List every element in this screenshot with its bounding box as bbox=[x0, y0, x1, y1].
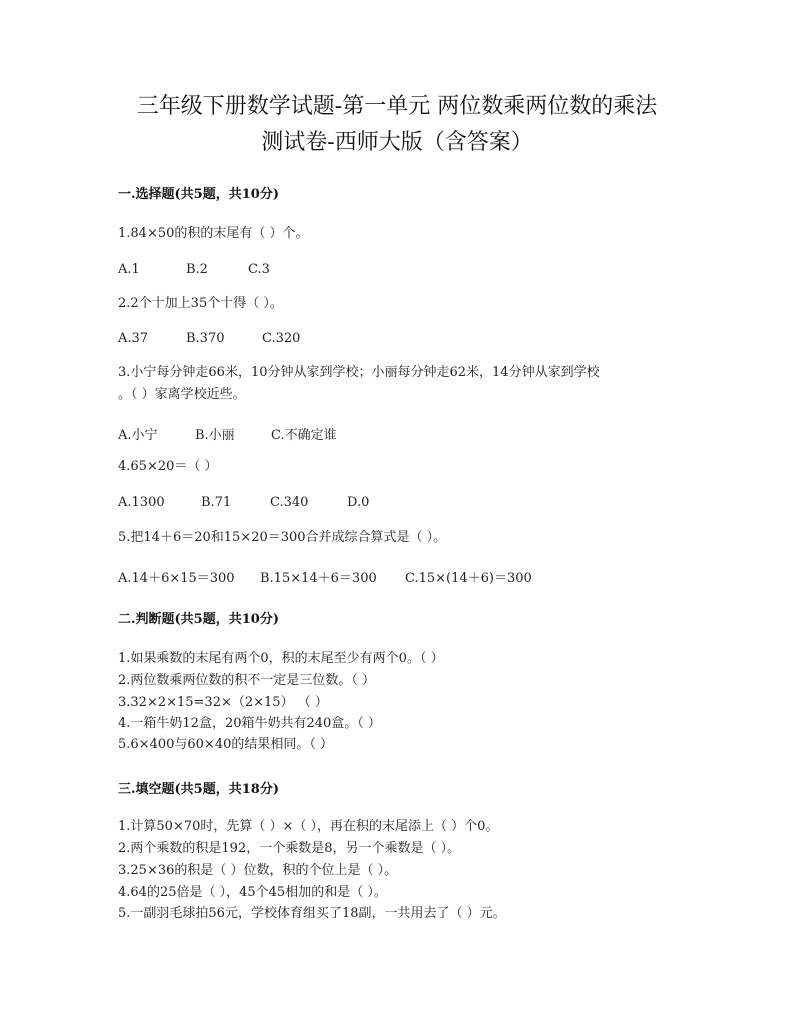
option-c: C.15×(14＋6)＝300 bbox=[405, 571, 532, 586]
judge-question-4: 4.一箱牛奶12盒，20箱牛奶共有240盒。（ ） bbox=[118, 716, 381, 731]
option-b: B.15×14＋6＝300 bbox=[260, 571, 377, 586]
choice-question-1: 1.84×50的积的末尾有（ ）个。 bbox=[118, 226, 309, 241]
section-heading-choice: 一.选择题(共5题，共10分) bbox=[118, 187, 279, 202]
option-a: A.小宁 bbox=[118, 428, 158, 443]
option-a: A.37 bbox=[118, 331, 149, 346]
option-b: B.370 bbox=[186, 331, 225, 346]
option-b: B.2 bbox=[186, 262, 208, 277]
option-c: C.320 bbox=[262, 331, 301, 346]
choice-question-2: 2.2个十加上35个十得（ ）。 bbox=[118, 296, 283, 311]
option-d: D.0 bbox=[347, 495, 370, 510]
section-heading-judge: 二.判断题(共5题，共10分) bbox=[118, 612, 279, 627]
option-c: C.340 bbox=[270, 495, 309, 510]
judge-question-1: 1.如果乘数的末尾有两个0，积的末尾至少有两个0。（ ） bbox=[118, 651, 444, 666]
fill-question-1: 1.计算50×70时，先算（ ）×（ ），再在积的末尾添上（ ）个0。 bbox=[118, 819, 499, 834]
judge-question-3: 3.32×2×15=32×（2×15） （ ） bbox=[118, 695, 328, 710]
choice-question-3-line2: 。（ ）家离学校近些。 bbox=[118, 387, 246, 402]
option-a: A.1 bbox=[118, 262, 140, 277]
option-c: C.不确定谁 bbox=[271, 428, 337, 443]
choice-question-4: 4.65×20＝（ ） bbox=[118, 459, 218, 474]
judge-question-5: 5.6×400与60×40的结果相同。（ ） bbox=[118, 737, 333, 752]
fill-question-5: 5.一副羽毛球拍56元，学校体育组买了18副，一共用去了（ ）元。 bbox=[118, 906, 506, 921]
page-title-line1: 三年级下册数学试题-第一单元 两位数乘两位数的乘法 bbox=[136, 94, 658, 119]
judge-question-2: 2.两位数乘两位数的积不一定是三位数。（ ） bbox=[118, 673, 376, 688]
fill-question-4: 4.64的25倍是（ ），45个45相加的和是（ ）。 bbox=[118, 885, 387, 900]
page-title-line2: 测试卷-西师大版（含答案） bbox=[261, 130, 533, 155]
option-a: A.1300 bbox=[118, 495, 165, 510]
choice-question-3-line1: 3.小宁每分钟走66米，10分钟从家到学校；小丽每分钟走62米，14分钟从家到学校 bbox=[118, 365, 600, 380]
option-c: C.3 bbox=[248, 262, 270, 277]
fill-question-3: 3.25×36的积是（ ）位数，积的个位上是（ ）。 bbox=[118, 863, 398, 878]
option-b: B.71 bbox=[201, 495, 232, 510]
option-b: B.小丽 bbox=[195, 428, 235, 443]
choice-question-5: 5.把14＋6＝20和15×20＝300合并成综合算式是（ ）。 bbox=[118, 530, 447, 545]
option-a: A.14＋6×15＝300 bbox=[118, 571, 235, 586]
fill-question-2: 2.两个乘数的积是192，一个乘数是8，另一个乘数是（ ）。 bbox=[118, 841, 461, 856]
section-heading-fill: 三.填空题(共5题，共18分) bbox=[118, 782, 279, 797]
